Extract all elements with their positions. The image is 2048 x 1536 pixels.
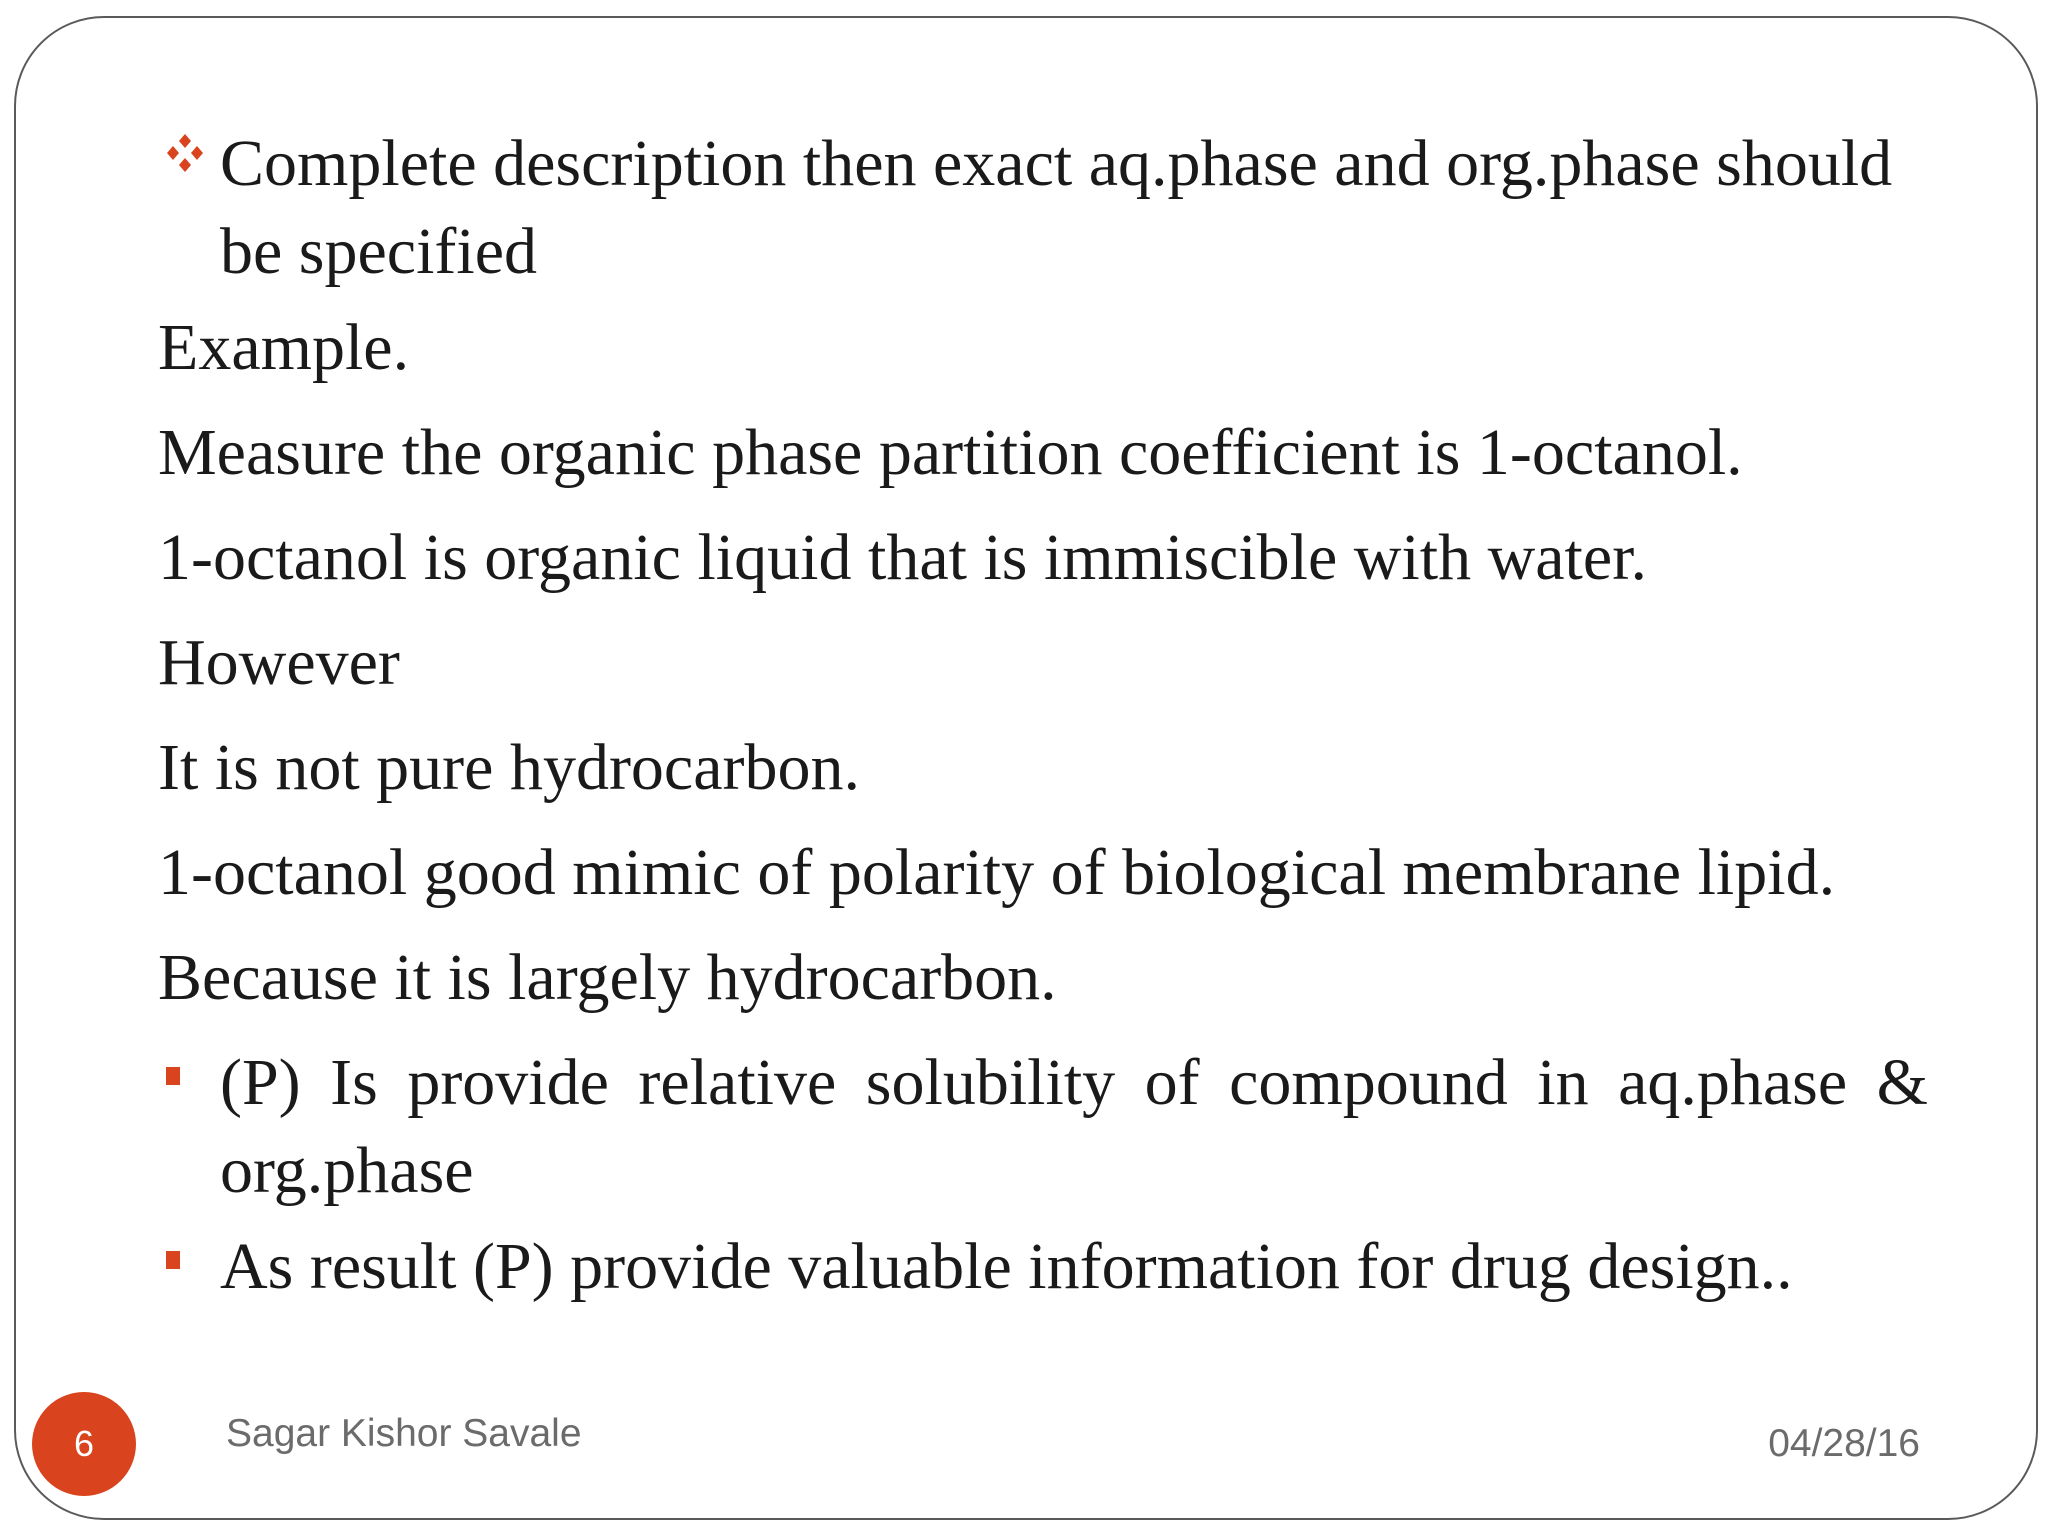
bullet-text: (P) Is provide relative solubility of compound in aq.phase & org.phase: [220, 1046, 1928, 1207]
text-line-largely-hydrocarbon: Because it is largely hydrocarbon.: [158, 941, 1057, 1014]
text-line-octanol-immiscible: 1-octanol is organic liquid that is immiscible with water.: [158, 521, 1648, 594]
bullet-text: Complete description then exact aq.phase and org.phase should be specified: [220, 127, 1893, 288]
page-number-badge: [32, 1392, 136, 1496]
bullet-item-description: [158, 120, 1928, 296]
text-line-good-mimic: 1-octanol good mimic of polarity of biological membrane lipid.: [158, 836, 1836, 909]
four-diamond-bullet-icon: [164, 132, 206, 174]
bullet-text: As result (P) provide valuable information for drug design..: [220, 1230, 1793, 1303]
square-bullet-icon: [166, 1251, 180, 1269]
footer-date: 04/28/16: [1768, 1422, 1920, 1465]
text-line-not-pure: It is not pure hydrocarbon.: [158, 731, 860, 804]
bullet-item-relative-solubility: [158, 1039, 1928, 1215]
text-line-measure: Measure the organic phase partition coefficient is 1-octanol.: [158, 416, 1743, 489]
page-number: 6: [73, 1423, 95, 1464]
bullet-item-drug-design: [158, 1223, 1928, 1311]
footer-author: Sagar Kishor Savale: [226, 1412, 582, 1455]
slide-body: [158, 120, 1928, 1319]
square-bullet-icon: [166, 1067, 180, 1085]
text-line-however: However: [158, 626, 400, 699]
text-line-example: Example.: [158, 311, 410, 384]
